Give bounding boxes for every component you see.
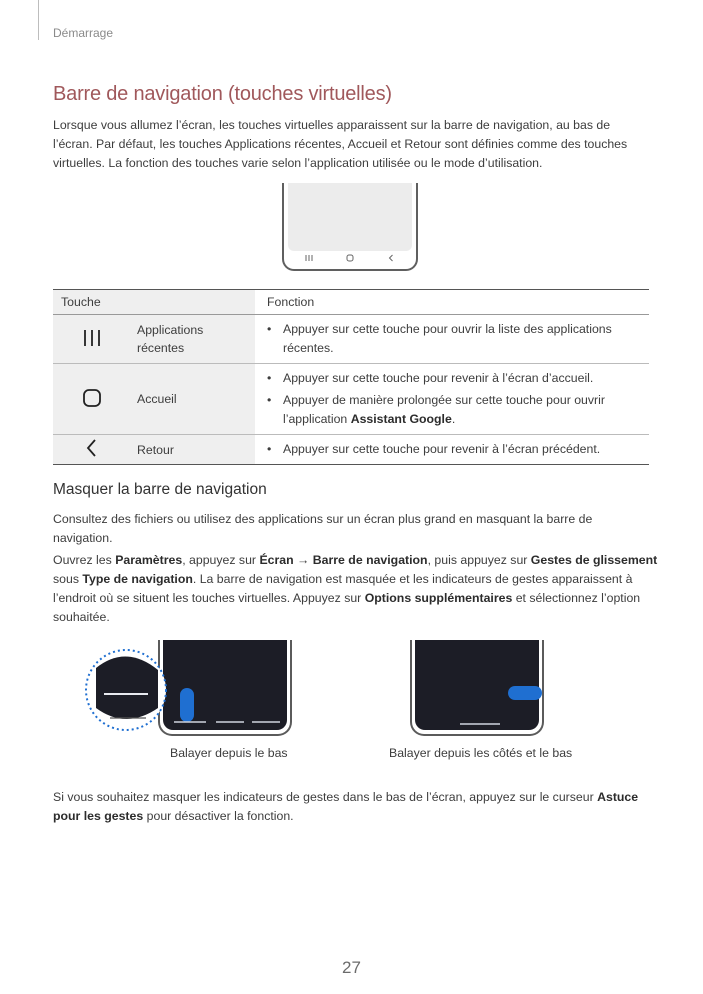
key-function bbox=[255, 315, 649, 364]
function-bullet: • Appuyer sur cette touche pour revenir à l’écran précédent. bbox=[267, 442, 601, 456]
hide-paragraph-3: Si vous souhaitez masquer les indicateurs de gestes dans le bas de l’écran, appuyez sur le curseur Astuce pour les gestes pour désactiver la fonction. bbox=[53, 790, 639, 823]
gesture-indicators bbox=[160, 640, 294, 736]
page-title: Barre de navigation (touches virtuelles) bbox=[53, 83, 392, 105]
key-function bbox=[255, 364, 649, 435]
table-row bbox=[53, 364, 649, 435]
header-touche: Touche bbox=[53, 290, 255, 315]
intro-paragraph bbox=[53, 116, 653, 173]
phone-screen bbox=[288, 183, 412, 251]
phone-swipe-bottom-illustration bbox=[158, 640, 292, 736]
key-icon-cell bbox=[53, 315, 131, 364]
swipe-finger-indicator bbox=[508, 686, 542, 700]
key-name: Retour bbox=[131, 435, 255, 465]
hide-paragraph-1: Consultez des fichiers ou utilisez des applications sur un écran plus grand en masquant la barre de navigation. bbox=[53, 512, 593, 545]
swipe-finger-indicator bbox=[180, 688, 194, 722]
hide-paragraph-2: Ouvrez les Paramètres, appuyez sur Écran → Barre de navigation, puis appuyez sur Gestes de glissement sous Type de navigation. La barre de navigation est masquée et les indicateurs de gestes apparaissent à l’endroit où se situent les touches virtuelles. Appuyez sur Options supplémentaires et sélectionnez l’option souhaitée. bbox=[53, 553, 658, 624]
caption-right: Balayer depuis les côtés et le bas bbox=[389, 746, 573, 760]
navigation-bar bbox=[288, 252, 412, 264]
table-row bbox=[53, 435, 649, 465]
gesture-indicators bbox=[412, 640, 546, 736]
intro-line: virtuelles. La fonction des touches varie selon l’application utilisée ou le mode d’utilisation. bbox=[53, 156, 543, 170]
recent-apps-icon bbox=[81, 328, 103, 348]
table-header-row bbox=[53, 290, 649, 315]
intro-line: l’écran. Par défaut, les touches Applications récentes, Accueil et Retour sont définies comme des touches bbox=[53, 137, 628, 151]
key-name bbox=[131, 315, 255, 364]
page-number: 27 bbox=[342, 958, 361, 977]
intro-line: Lorsque vous allumez l’écran, les touches virtuelles apparaissent sur la barre de navigation, au bas de bbox=[53, 118, 611, 132]
caption-left: Balayer depuis le bas bbox=[170, 746, 288, 760]
table-row bbox=[53, 315, 649, 364]
key-name-line: Applications bbox=[137, 323, 204, 337]
recent-apps-icon bbox=[304, 254, 314, 262]
function-bullet: • Appuyer de manière prolongée sur cette touche pour ouvrir l’application Assistant Google. bbox=[267, 393, 605, 426]
back-icon bbox=[386, 254, 396, 262]
function-bullet: • Appuyer sur cette touche pour ouvrir la liste des applications récentes. bbox=[267, 322, 612, 355]
home-icon bbox=[345, 254, 355, 262]
key-icon-cell bbox=[53, 364, 131, 435]
key-function bbox=[255, 435, 649, 465]
function-bullet: • Appuyer sur cette touche pour revenir à l’écran d’accueil. bbox=[267, 371, 594, 385]
back-icon bbox=[81, 437, 103, 459]
phone-navigation-bar-illustration bbox=[282, 183, 418, 271]
key-name: Accueil bbox=[131, 364, 255, 435]
section-label: Démarrage bbox=[53, 26, 114, 40]
zoom-magnifier-icon bbox=[82, 648, 172, 738]
margin-rule bbox=[38, 0, 39, 40]
section-subtitle: Masquer la barre de navigation bbox=[53, 481, 267, 498]
key-icon-cell bbox=[53, 435, 131, 465]
navigation-keys-table bbox=[53, 289, 649, 465]
header-fonction: Fonction bbox=[255, 290, 649, 315]
key-name-line: récentes bbox=[137, 341, 185, 355]
phone-swipe-sides-illustration bbox=[410, 640, 544, 736]
home-icon bbox=[81, 387, 103, 409]
